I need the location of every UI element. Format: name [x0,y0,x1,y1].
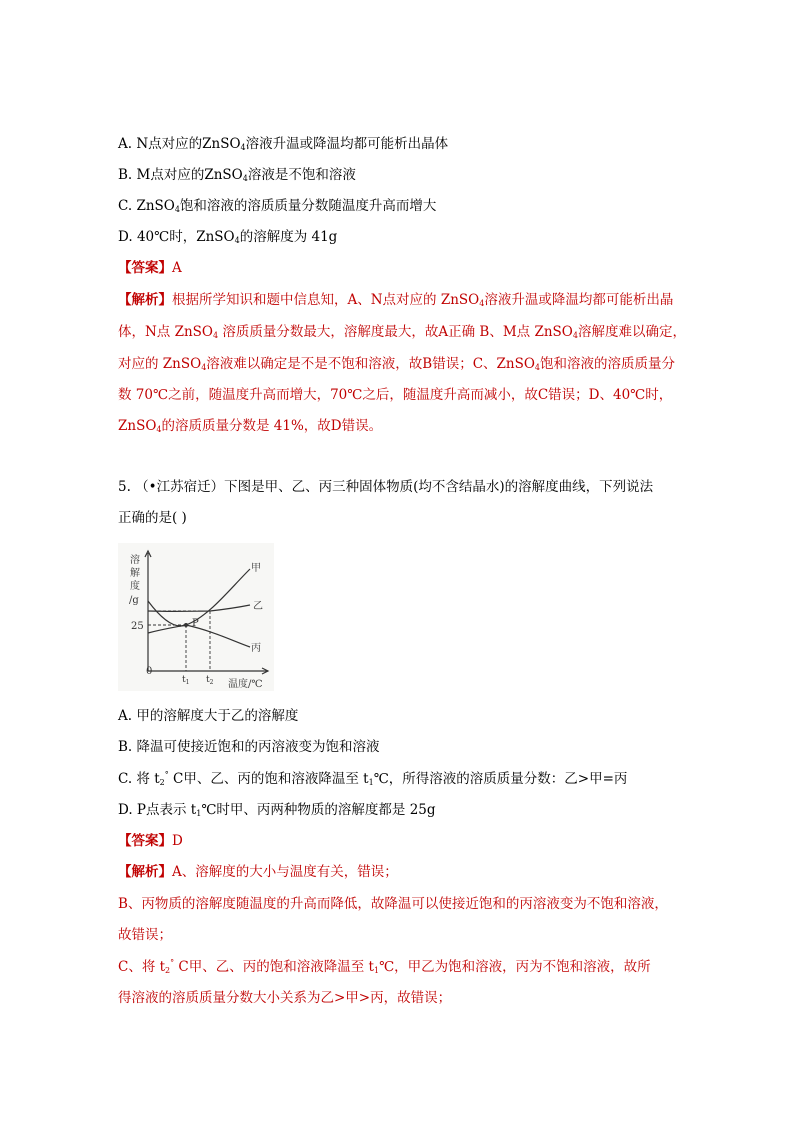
label-bing: 丙 [251,643,261,654]
label-jia: 甲 [251,563,261,574]
q4-analysis-line-2: 体，N点 ZnSO$_4$ 溶质质量分数最大，溶解度最大，故A正确 B、M点 ZnSO$_4$溶解度难以确定， [118,324,686,340]
q5-option-d: D. P点表示 $t_1℃$时甲、丙两种物质的溶解度都是 25g [118,802,436,818]
q4-analysis-line-1: 【解析】根据所学知识和题中信息知，A、N点对应的 ZnSO$_4$溶液升温或降温均都可能析出晶 [118,292,674,308]
point-p-label: P [192,618,199,629]
label-yi: 乙 [253,601,263,612]
q4-answer: 【答案】A [118,260,182,276]
q4-option-c: C. ZnSO$_4$饱和溶液的溶质质量分数随温度升高而增大 [118,198,437,214]
q5-analysis-line-3: 故错误； [118,927,172,943]
q5-analysis-line-2: B、丙物质的溶解度随温度的升高而降低，故降温可以使接近饱和的丙溶液变为不饱和溶液， [118,896,668,912]
q5-option-a: A. 甲的溶解度大于乙的溶解度 [118,708,299,724]
q5-option-b: B. 降温可使接近饱和的丙溶液变为饱和溶液 [118,739,380,755]
q5-stem-line-2: 正确的是( ) [118,510,187,526]
q4-option-a: A. N点对应的ZnSO$_4$溶液升温或降温均都可能析出晶体 [118,136,449,152]
x-tick-t1: $t_1$ [182,675,190,686]
q4-option-d: D. 40℃时，ZnSO$_4$的溶解度为 41g [118,229,338,245]
y-tick-25: 25 [131,621,144,632]
q5-answer: 【答案】D [118,833,183,849]
x-label: 温度/℃ [228,679,263,690]
y-label-char-1: 溶 [130,555,140,566]
q5-analysis-line-5: 得溶液的溶质质量分数大小关系为乙>甲>丙，故错误； [118,990,452,1006]
solubility-curve-figure [118,543,274,691]
q5-analysis-line-4: C、将 $t_2^\circ$ C甲、乙、丙的饱和溶液降温至 $t_1℃$，甲乙为饱和溶液，丙为不饱和溶液，故所 [118,958,651,975]
q4-analysis-line-4: 数 70℃之前，随温度升高而增大，70℃之后，随温度升高而减小，故C错误；D、40℃时， [118,387,673,403]
solubility-curve-svg [118,543,274,691]
y-label-char-4: /g [129,595,139,606]
q4-option-b: B. M点对应的ZnSO$_4$溶液是不饱和溶液 [118,167,356,183]
origin-label: 0 [146,666,153,677]
q5-stem-line-1: 5. （•江苏宿迁）下图是甲、乙、丙三种固体物质(均不含结晶水)的溶解度曲线，下列说法 [118,479,654,495]
q4-analysis-line-3: 对应的 ZnSO$_4$溶液难以确定是不是不饱和溶液，故B错误；C、ZnSO$_4$饱和溶液的溶质质量分 [118,356,676,372]
q5-option-c: C. 将 $t_2^\circ$ C甲、乙、丙的饱和溶液降温至 $t_1℃$，所得溶液的溶质质量分数：乙>甲=丙 [118,770,628,787]
point-p [184,623,188,627]
y-label-char-2: 解 [130,568,140,579]
y-label-char-3: 度 [130,581,140,592]
x-tick-t2: $t_2$ [206,675,214,686]
q5-analysis-line-1: 【解析】A、溶解度的大小与温度有关，错误； [118,864,398,880]
q4-analysis-line-5: ZnSO$_4$的溶质质量分数是 41%，故D错误。 [118,418,383,434]
